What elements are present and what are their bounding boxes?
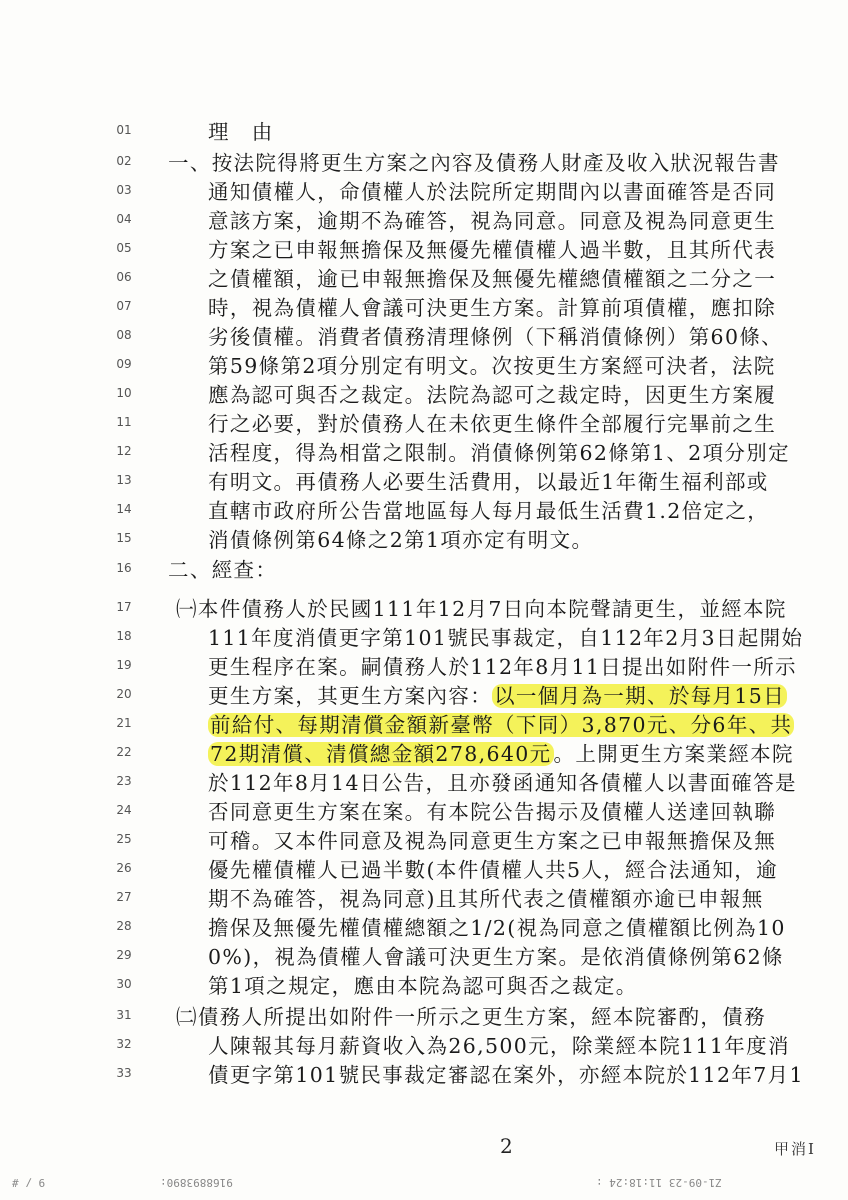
- text-line: [0, 1060, 848, 1090]
- text-line: [0, 623, 848, 653]
- text-line: [0, 555, 848, 585]
- line-number: 11: [116, 415, 132, 429]
- line-text: 直轄市政府所公告當地區每人每月最低生活費1.2倍定之，: [208, 499, 770, 523]
- line-number: 24: [116, 803, 132, 817]
- line-number: 21: [116, 716, 132, 730]
- text-line: [0, 594, 848, 624]
- page-number: 2: [500, 1134, 513, 1158]
- line-text: 優先權債權人已過半數(本件債權人共5人，經合法通知，逾: [208, 858, 778, 882]
- text-line: [0, 826, 848, 856]
- text-line: [0, 739, 848, 769]
- text-line: [0, 293, 848, 323]
- line-number: 06: [116, 270, 132, 284]
- line-text: 於112年8月14日公告，且亦發函通知各債權人以書面確答是: [208, 771, 797, 795]
- text-line: [0, 467, 848, 497]
- footer-left-mark: 9 / #: [12, 1176, 46, 1189]
- line-text: 否同意更生方案在案。有本院公告揭示及債權人送達回執聯: [208, 800, 777, 824]
- line-number: 27: [116, 890, 132, 904]
- line-text: 意該方案，逾期不為確答，視為同意。同意及視為同意更生: [208, 209, 777, 233]
- line-number: 19: [116, 658, 132, 672]
- line-number: 07: [116, 299, 132, 313]
- line-text: [208, 739, 794, 769]
- line-number: 12: [116, 444, 132, 458]
- line-text: 第1項之規定，應由本院為認可與否之裁定。: [208, 974, 638, 998]
- line-text: 一、按法院得將更生方案之內容及債務人財產及收入狀況報告書: [168, 151, 780, 175]
- line-text: [208, 710, 794, 740]
- line-number: 17: [116, 600, 132, 614]
- line-text-plain: 。上開更生方案業經本院: [553, 742, 794, 766]
- line-text: 通知債權人，命債權人於法院所定期間內以書面確答是否同: [208, 180, 777, 204]
- line-text: 行之必要，對於債務人在未依更生條件全部履行完畢前之生: [208, 412, 777, 436]
- line-number: 22: [116, 745, 132, 759]
- text-line: [0, 322, 848, 352]
- text-line: [0, 438, 848, 468]
- line-number: 25: [116, 832, 132, 846]
- line-number: 09: [116, 357, 132, 371]
- line-text: ㈡債務人所提出如附件一所示之更生方案，經本院審酌，債務: [176, 1005, 766, 1029]
- footer-timestamp: Z1-09-23 11:18:24 :: [596, 1176, 722, 1189]
- line-text: ㈠本件債務人於民國111年12月7日向本院聲請更生，並經本院: [176, 597, 787, 621]
- line-text: 消債條例第64條之2第1項亦定有明文。: [208, 528, 594, 552]
- line-number: 31: [116, 1008, 132, 1022]
- line-text: 方案之已申報無擔保及無優先權債權人過半數，且其所代表: [208, 238, 777, 262]
- text-line: [0, 235, 848, 265]
- line-number: 15: [116, 531, 132, 545]
- corner-stamp: 甲消Ⅰ: [774, 1140, 816, 1158]
- text-line: [0, 797, 848, 827]
- line-number: 16: [116, 561, 132, 575]
- text-line: [0, 855, 848, 885]
- line-text: 期不為確答，視為同意)且其所代表之債權額亦逾已申報無: [208, 887, 764, 911]
- line-text: [208, 681, 787, 711]
- text-line: [0, 681, 848, 711]
- line-text: 更生程序在案。嗣債務人於112年8月11日提出如附件一所示: [208, 655, 797, 679]
- line-text: 債更字第101號民事裁定審認在案外，亦經本院於112年7月1: [208, 1063, 804, 1087]
- line-number: 33: [116, 1066, 132, 1080]
- text-line: [0, 148, 848, 178]
- line-number: 03: [116, 183, 132, 197]
- highlighted-text: 72期清償、清償總金額278,640元: [210, 742, 552, 766]
- line-text: 劣後債權。消費者債務清理條例（下稱消債條例）第60條、: [208, 325, 784, 349]
- line-number: 28: [116, 919, 132, 933]
- line-number: 08: [116, 328, 132, 342]
- line-number: 13: [116, 473, 132, 487]
- line-number: 01: [116, 123, 132, 137]
- text-line: [0, 652, 848, 682]
- line-number: 30: [116, 977, 132, 991]
- footer-fax-number: 9168893890:: [160, 1176, 233, 1189]
- text-line: [0, 884, 848, 914]
- line-number: 05: [116, 241, 132, 255]
- line-text: 之債權額，逾已申報無擔保及無優先權總債權額之二分之一: [208, 267, 777, 291]
- line-text: 應為認可與否之裁定。法院為認可之裁定時，因更生方案履: [208, 383, 777, 407]
- line-text: 0%)，視為債權人會議可決更生方案。是依消債條例第62條: [208, 945, 784, 969]
- line-text: 有明文。再債務人必要生活費用，以最近1年衛生福利部或: [208, 470, 769, 494]
- text-line: [0, 525, 848, 555]
- line-text: 二、經查：: [168, 558, 278, 582]
- line-text: 理 由: [208, 120, 274, 144]
- text-line: [0, 206, 848, 236]
- text-line: [0, 1002, 848, 1032]
- text-line: [0, 351, 848, 381]
- text-line: [0, 913, 848, 943]
- text-line: [0, 768, 848, 798]
- text-line: [0, 177, 848, 207]
- line-text: 可稽。又本件同意及視為同意更生方案之已申報無擔保及無: [208, 829, 777, 853]
- line-number: 23: [116, 774, 132, 788]
- line-number: 32: [116, 1037, 132, 1051]
- text-line: [0, 264, 848, 294]
- line-number: 18: [116, 629, 132, 643]
- text-line: [0, 942, 848, 972]
- line-text-plain: 更生方案，其更生方案內容：: [208, 684, 493, 708]
- text-line: [0, 409, 848, 439]
- text-line: [0, 710, 848, 740]
- text-line: [0, 117, 848, 147]
- text-line: [0, 380, 848, 410]
- text-line: [0, 1031, 848, 1061]
- highlighted-text: 以一個月為一期、於每月15日: [494, 684, 786, 708]
- line-number: 20: [116, 687, 132, 701]
- line-text: 擔保及無優先權債權總額之1/2(視為同意之債權額比例為10: [208, 916, 786, 940]
- line-number: 10: [116, 386, 132, 400]
- line-number: 14: [116, 502, 132, 516]
- text-line: [0, 496, 848, 526]
- line-text: 活程度，得為相當之限制。消債條例第62條第1、2項分別定: [208, 441, 790, 465]
- line-text: 111年度消債更字第101號民事裁定，自112年2月3日起開始: [208, 626, 804, 650]
- highlighted-text: 前給付、每期清償金額新臺幣（下同）3,870元、分6年、共: [210, 713, 793, 737]
- line-number: 26: [116, 861, 132, 875]
- line-number: 04: [116, 212, 132, 226]
- line-number: 02: [116, 154, 132, 168]
- text-line: [0, 971, 848, 1001]
- line-text: 時，視為債權人會議可決更生方案。計算前項債權，應扣除: [208, 296, 777, 320]
- line-number: 29: [116, 948, 132, 962]
- line-text: 人陳報其每月薪資收入為26,500元，除業經本院111年度消: [208, 1034, 790, 1058]
- line-text: 第59條第2項分別定有明文。次按更生方案經可決者，法院: [208, 354, 776, 378]
